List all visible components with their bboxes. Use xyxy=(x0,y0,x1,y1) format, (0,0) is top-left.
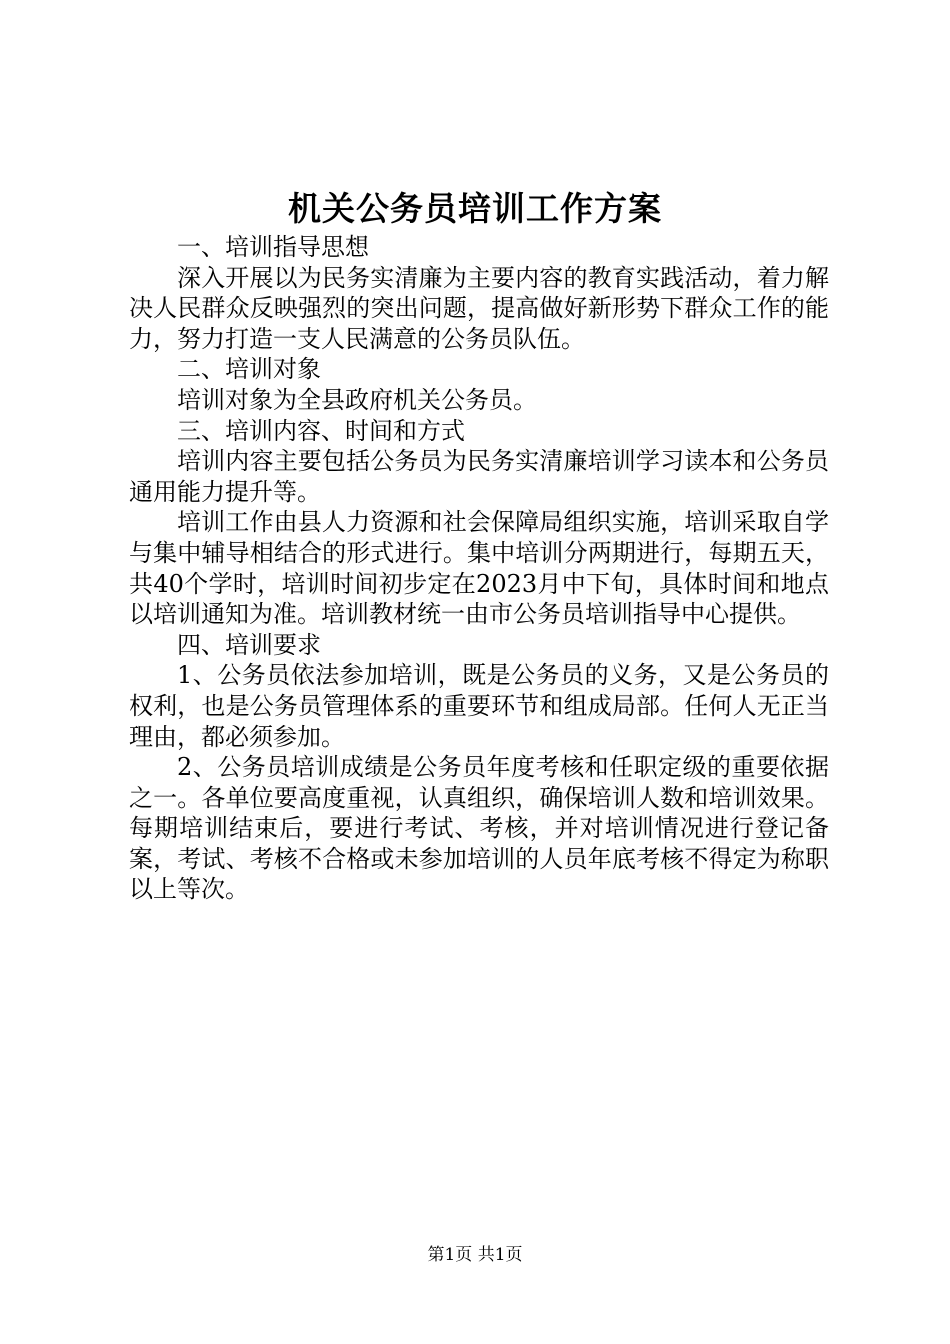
section-heading-guiding-ideology: 一、培训指导思想 xyxy=(177,233,369,261)
paragraph-training-organization: 培训工作由县人力资源和社会保障局组织实施，培训采取自学与集中辅导相结合的形式进行。集中培训分两期进行，每期五天，共40个学时，培训时间初步定在2023月中下旬，具体时间和地点以培训通知为准。培训教材统一由市公务员培训指导中心提供。 xyxy=(129,508,829,629)
paragraph-training-targets: 培训对象为全县政府机关公务员。 xyxy=(177,385,537,414)
page-number-footer: 第1页 共1页 xyxy=(427,1245,523,1265)
section-heading-requirements: 四、培训要求 xyxy=(177,630,321,659)
document-title: 机关公务员培训工作方案 xyxy=(288,189,662,228)
section-heading-content-time-method: 三、培训内容、时间和方式 xyxy=(177,416,465,445)
section-heading-training-targets: 二、培训对象 xyxy=(177,355,321,384)
paragraph-training-content: 培训内容主要包括公务员为民务实清廉培训学习读本和公务员通用能力提升等。 xyxy=(129,447,829,506)
paragraph-guiding-ideology: 深入开展以为民务实清廉为主要内容的教育实践活动，着力解决人民群众反映强烈的突出问题，提高做好新形势下群众工作的能力，努力打造一支人民满意的公务员队伍。 xyxy=(129,263,829,353)
paragraph-requirement-2: 2、公务员培训成绩是公务员年度考核和任职定级的重要依据之一。各单位要高度重视，认真组织，确保培训人数和培训效果。每期培训结束后，要进行考试、考核，并对培训情况进行登记备案，考试、考核不合格或未参加培训的人员年底考核不得定为称职以上等次。 xyxy=(129,753,829,904)
document-body xyxy=(129,232,829,905)
paragraph-requirement-1: 1、公务员依法参加培训，既是公务员的义务，又是公务员的权利，也是公务员管理体系的重要环节和组成局部。任何人无正当理由，都必须参加。 xyxy=(129,661,829,751)
